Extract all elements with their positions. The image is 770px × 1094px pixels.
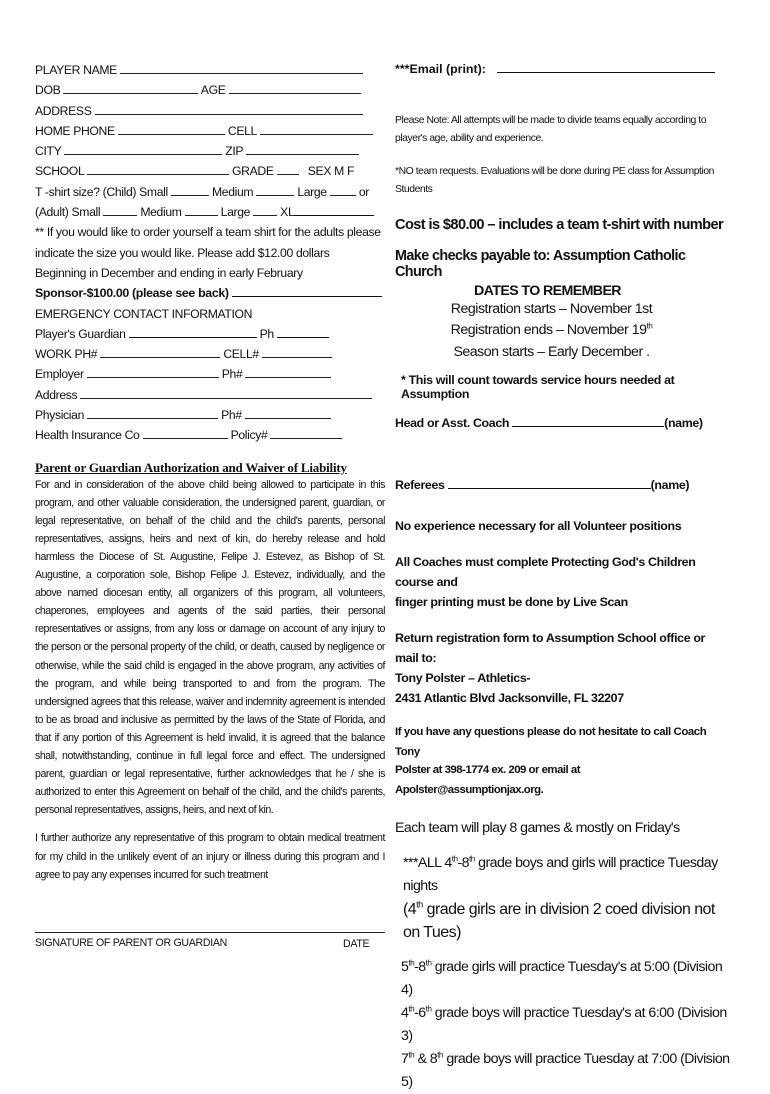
division-5-sup1: th xyxy=(408,1050,415,1060)
dob-field[interactable] xyxy=(63,81,198,94)
division-3-post: grade boys will practice Tuesday's at 6:00 (Division 3) xyxy=(401,1005,727,1045)
information-column xyxy=(395,60,730,1094)
coaches-line-2: finger printing must be done by Live Scan xyxy=(395,595,628,610)
child-large-field[interactable] xyxy=(330,183,356,196)
division-4-text xyxy=(395,956,730,1002)
address-label: ADDRESS xyxy=(35,103,92,118)
xl-label: XL xyxy=(280,205,295,220)
adult-small-label: (Adult) Small xyxy=(35,205,101,220)
adult-medium-field[interactable] xyxy=(185,203,218,216)
city-zip-row xyxy=(35,141,385,161)
or-label: or xyxy=(358,184,369,199)
head-coach-label: Head or Asst. Coach xyxy=(395,416,510,431)
dates-title: DATES TO REMEMBER xyxy=(474,282,621,299)
email-label: ***Email (print): xyxy=(395,62,486,76)
adult-large-label: Large xyxy=(220,205,251,220)
insurance-row xyxy=(35,425,385,445)
adult-large-field[interactable] xyxy=(253,203,277,216)
division-3-pre: 4 xyxy=(401,1005,409,1022)
return-line-3: 2431 Atlantic Blvd Jacksonville, FL 32207 xyxy=(395,691,624,706)
questions-line-2: Polster at 398-1774 ex. 209 or email at Apolster@assumptionjax.org. xyxy=(395,764,581,797)
guardian-field[interactable] xyxy=(129,325,257,338)
division-5-sup2: th xyxy=(437,1050,443,1060)
zip-label: ZIP xyxy=(225,144,243,159)
school-label: SCHOOL xyxy=(35,164,84,179)
school-field[interactable] xyxy=(87,162,229,175)
grade-field[interactable] xyxy=(277,162,299,175)
practice-all-mid: -8 xyxy=(457,855,469,872)
waiver-title: Parent or Guardian Authorization and Waiver of Liability xyxy=(35,459,347,475)
adult-medium-label: Medium xyxy=(140,205,182,220)
service-hours-text: * This will count towards service hours needed at Assumption xyxy=(401,373,675,402)
school-row xyxy=(35,161,385,181)
cost-text: Cost is $80.00 – includes a team t-shirt with number xyxy=(395,216,724,233)
dob-age-row xyxy=(35,80,385,100)
adult-small-field[interactable] xyxy=(103,203,137,216)
work-ph-label: WORK PH# xyxy=(35,347,98,362)
work-ph-field[interactable] xyxy=(100,345,220,358)
physician-field[interactable] xyxy=(87,406,218,419)
registration-end-sup: th xyxy=(646,321,653,331)
head-coach-field[interactable] xyxy=(512,414,664,427)
return-line-2: Tony Polster – Athletics- xyxy=(395,671,531,686)
child-medium-label: Medium xyxy=(211,184,254,199)
adult-note-line-2: indicate the size you would like. Please add $12.00 dollars xyxy=(35,245,330,260)
employer-ph-field[interactable] xyxy=(245,365,331,378)
division-4-sup2: th xyxy=(425,958,432,968)
home-phone-label: HOME PHONE xyxy=(35,123,115,138)
registration-end xyxy=(395,320,730,342)
head-coach-row xyxy=(395,413,730,433)
emergency-title: EMERGENCY CONTACT INFORMATION xyxy=(35,306,253,321)
registration-form xyxy=(35,60,385,884)
physician-ph-field[interactable] xyxy=(245,406,331,419)
division-3-text xyxy=(395,1002,730,1048)
division-5-pre: 7 xyxy=(401,1051,409,1068)
referees-row xyxy=(395,475,730,495)
practice-all-text xyxy=(395,852,730,898)
player-name-field[interactable] xyxy=(120,61,363,74)
questions-line-1: If you have any questions please do not hesitate to call Coach Tony xyxy=(395,726,707,759)
divide-teams-note: Please Note: All attempts will be made to divide teams equally according to player's age, ability and experience. xyxy=(395,115,707,145)
no-experience-text: No experience necessary for all Volunteer positions xyxy=(395,519,682,534)
policy-field[interactable] xyxy=(270,426,342,439)
guardian-row xyxy=(35,324,385,344)
address2-field[interactable] xyxy=(80,386,372,399)
child-medium-field[interactable] xyxy=(256,183,294,196)
city-field[interactable] xyxy=(64,142,222,155)
employer-field[interactable] xyxy=(87,365,219,378)
policy-label: Policy# xyxy=(230,428,268,443)
division-4-post: grade girls will practice Tuesday's at 5:00 (Division 4) xyxy=(401,959,723,999)
employer-label: Employer xyxy=(35,367,84,382)
practice-all-sup1: th xyxy=(451,854,458,864)
address2-row xyxy=(35,385,385,405)
games-text: Each team will play 8 games & mostly on Friday's xyxy=(395,820,680,837)
signature-line[interactable] xyxy=(35,932,385,949)
address-row xyxy=(35,101,385,121)
insurance-label: Health Insurance Co xyxy=(35,428,140,443)
referees-name-label: (name) xyxy=(650,478,690,493)
practice-all-sup2: th xyxy=(469,854,475,864)
insurance-field[interactable] xyxy=(143,426,228,439)
work-cell-field[interactable] xyxy=(262,345,332,358)
xl-field[interactable] xyxy=(294,203,374,216)
medical-authorization-text: I further authorize any representative of this program to obtain medical treatment for my child in the unlikely event of an injury or illness during this program and I agree to pay any expenses incurred for such treatment xyxy=(35,832,385,881)
grade-label: GRADE xyxy=(232,164,274,179)
player-name-row xyxy=(35,60,385,80)
division-4-sup1: th xyxy=(408,958,415,968)
sponsor-field[interactable] xyxy=(232,284,382,297)
dob-label: DOB xyxy=(35,83,61,98)
referees-label: Referees xyxy=(395,478,445,493)
division-4-mid: -8 xyxy=(414,959,426,976)
cell-label: CELL xyxy=(227,123,257,138)
phone-row xyxy=(35,121,385,141)
employer-row xyxy=(35,364,385,384)
guardian-label: Player's Guardian xyxy=(35,326,126,341)
adult-tshirt-row xyxy=(35,202,385,222)
practice-all-pre: ***ALL 4 xyxy=(403,855,452,872)
age-label: AGE xyxy=(200,83,226,98)
email-field[interactable] xyxy=(497,60,715,73)
physician-row xyxy=(35,405,385,425)
address-field[interactable] xyxy=(95,102,363,115)
adult-note-line-1: ** If you would like to order yourself a team shirt for the adults please xyxy=(35,225,381,240)
head-coach-name-label: (name) xyxy=(664,416,703,431)
signature-label: SIGNATURE OF PARENT OR GUARDIAN xyxy=(35,937,228,949)
date-label: DATE xyxy=(343,938,370,950)
child-small-label: T -shirt size? (Child) Small xyxy=(35,184,168,199)
division-2-text xyxy=(395,898,730,944)
division-2-post: grade girls are in division 2 coed division not on Tues) xyxy=(403,901,715,942)
guardian-ph-field[interactable] xyxy=(277,325,329,338)
city-label: CITY xyxy=(35,144,62,159)
work-cell-label: CELL# xyxy=(223,347,259,362)
email-row xyxy=(395,60,730,90)
physician-ph-label: Ph# xyxy=(221,408,242,423)
work-row xyxy=(35,344,385,364)
practice-all-post: grade boys and girls will practice Tuesday nights xyxy=(403,855,718,895)
division-3-sup2: th xyxy=(425,1004,432,1014)
age-field[interactable] xyxy=(229,81,361,94)
zip-field[interactable] xyxy=(246,142,359,155)
player-name-label: PLAYER NAME xyxy=(35,63,117,77)
division-5-post: grade boys will practice Tuesday at 7:00 (Division 5) xyxy=(401,1051,730,1091)
sex-label: SEX M F xyxy=(307,164,355,179)
season-start: Season starts – Early December . xyxy=(453,343,650,360)
referees-field[interactable] xyxy=(448,476,651,489)
division-5-mid: & 8 xyxy=(414,1051,438,1068)
division-3-sup1: th xyxy=(408,1004,415,1014)
return-line-1: Return registration form to Assumption School office or mail to: xyxy=(395,631,706,666)
child-small-field[interactable] xyxy=(171,183,209,196)
registration-end-text: Registration ends – November 19 xyxy=(450,322,647,339)
no-requests-note: *NO team requests. Evaluations will be done during PE class for Assumption Students xyxy=(395,165,715,196)
child-large-label: Large xyxy=(297,184,327,199)
season-text: Beginning in December and ending in early February xyxy=(35,265,303,280)
division-2-sup: th xyxy=(416,899,423,910)
division-2-pre: (4 xyxy=(403,901,417,919)
home-phone-field[interactable] xyxy=(118,122,225,135)
division-5-text xyxy=(395,1048,730,1094)
guardian-ph-label: Ph xyxy=(259,326,274,341)
sponsor-label: Sponsor-$100.00 (please see back) xyxy=(35,286,229,301)
employer-ph-label: Ph# xyxy=(221,367,243,382)
sponsor-row xyxy=(35,283,385,303)
address2-label: Address xyxy=(35,387,78,402)
child-tshirt-row xyxy=(35,182,385,202)
division-3-mid: -6 xyxy=(414,1005,426,1022)
division-4-pre: 5 xyxy=(401,959,409,976)
cell-field[interactable] xyxy=(260,122,373,135)
physician-label: Physician xyxy=(35,408,85,423)
checks-payable-text: Make checks payable to: Assumption Catholic Church xyxy=(395,247,686,280)
waiver-text: For and in consideration of the above child being allowed to participate in this program, and other valuable consideration, the undersigned parent, guardian, or legal representative, on behalf of the child and the child's parents, personal representatives, assigns, heirs and next of kin, do hereby release and hold harmless the Diocese of St. Augustine, Felipe J. Estevez, as Bishop of St. Augustine, a corporation sole, Bishop Felipe J. Estevez, individually, and the above named diocesan entity, all organizers of this program, all volunteers, chaperones, employees and agents of the said parties, their personal representatives or assigns, from any loss or damage on account of any injury to the person or the personal property of the child, or death, caused by negligence or otherwise, while the said child is engaged in the above program, any activities of the program, and while being transported to and from the program. The undersigned agrees that this release, waiver and indemnity agreement is intended to be as broad and inclusive as permitted by the laws of the State of Florida, and that if any portion of this Agreement is held invalid, it is agreed that the balance shall, notwithstanding, continue in full legal force and effect. The undersigned parent, guardian or legal representative, further acknowledges that he / she is authorized to enter this Agreement on behalf of the child, and the child's parents, personal representatives, assigns, heirs, and next of kin. xyxy=(35,478,385,817)
coaches-line-1: All Coaches must complete Protecting God's Children course and xyxy=(395,555,696,590)
registration-start: Registration starts – November 1st xyxy=(450,300,653,317)
